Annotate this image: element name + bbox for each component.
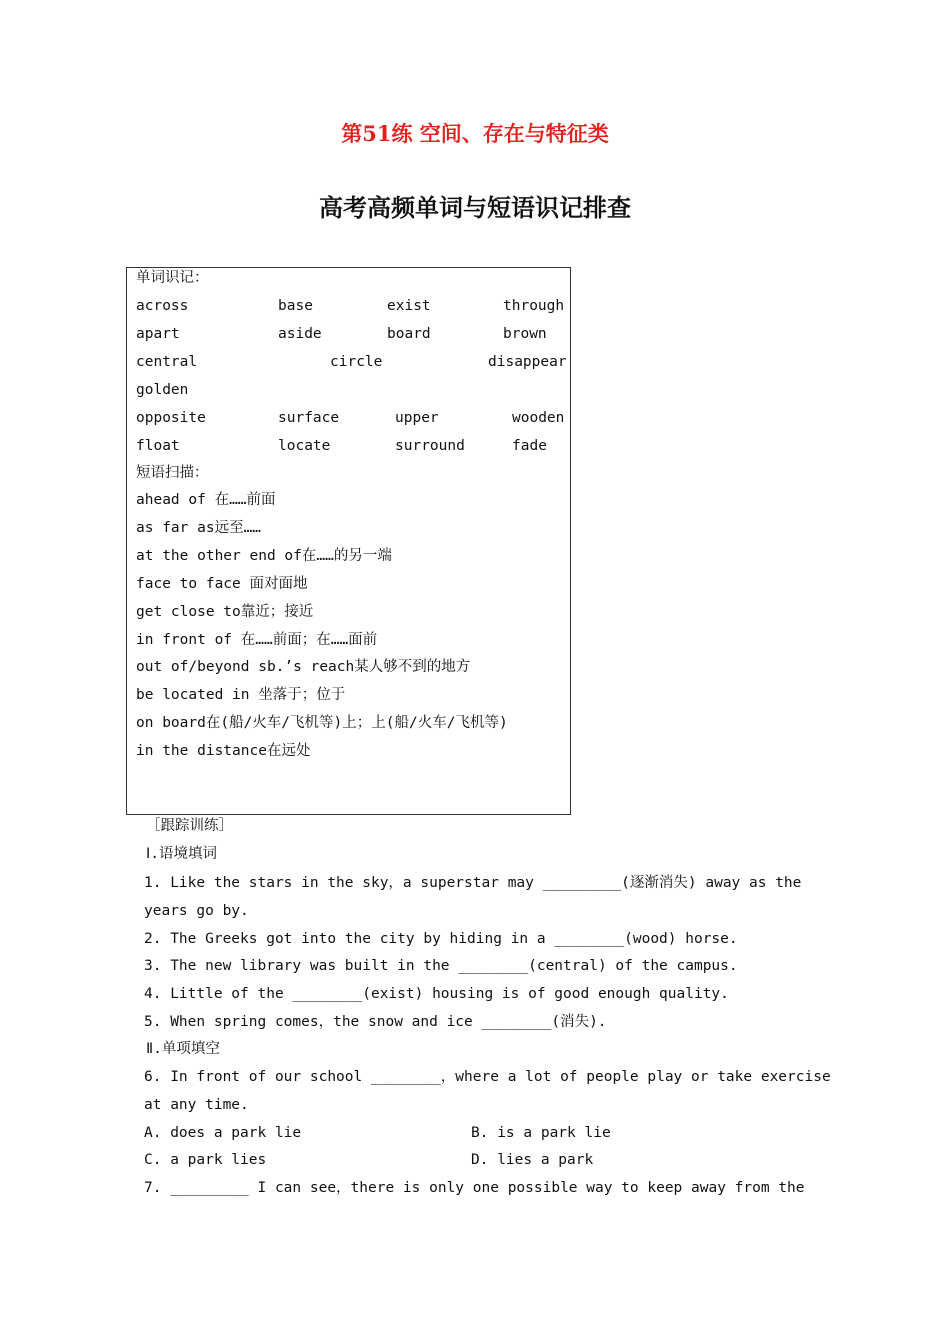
word: locate [278, 438, 331, 454]
word: base [278, 298, 313, 314]
question-line: 6. In front of our school ________，where a lot of people play or take exercise [144, 1069, 831, 1085]
words-heading: 单词识记： [136, 270, 209, 286]
phrase: on board在(船/火车/飞机等)上；上(船/火车/飞机等) [136, 715, 508, 731]
phrase: be located in 坐落于；位于 [136, 687, 346, 703]
phrase: face to face 面对面地 [136, 576, 308, 592]
word: surround [395, 438, 465, 454]
phrase: out of/beyond sb.’s reach某人够不到的地方 [136, 659, 471, 675]
phrase: get close to靠近；接近 [136, 604, 314, 620]
option-b: B. is a park lie [471, 1125, 611, 1141]
word: apart [136, 326, 180, 342]
phrases-heading: 短语扫描： [136, 465, 209, 481]
word: through [503, 298, 565, 314]
word: central [136, 354, 198, 370]
phrase: as far as远至…… [136, 520, 262, 536]
word: board [387, 326, 431, 342]
option-a: A. does a park lie [144, 1125, 302, 1141]
exercise-line: 4. Little of the ________(exist) housing is of good enough quality. [144, 986, 729, 1002]
exercise-line: 5. When spring comes，the snow and ice ________(消失). [144, 1014, 607, 1030]
phrase: in front of 在……前面；在……面前 [136, 632, 378, 648]
exercise-line: years go by. [144, 903, 249, 919]
exercise-line: 2. The Greeks got into the city by hiding in a ________(wood) horse. [144, 931, 738, 947]
word: fade [512, 438, 547, 454]
word: brown [503, 326, 547, 342]
word: upper [395, 410, 439, 426]
word: exist [387, 298, 431, 314]
word: disappear [488, 354, 567, 370]
tracking-label: ［跟踪训练］ [146, 818, 233, 834]
phrase: in the distance在远处 [136, 743, 311, 759]
word: circle [330, 354, 383, 370]
page-subtitle: 高考高频单词与短语识记排查 [319, 193, 631, 222]
phrase: ahead of 在……前面 [136, 492, 276, 508]
section-heading: Ⅰ.语境填词 [146, 846, 218, 862]
word: wooden [512, 410, 565, 426]
word: surface [278, 410, 340, 426]
word: float [136, 438, 180, 454]
exercise-line: 1. Like the stars in the sky，a superstar may _________(逐渐消失) away as the [144, 875, 802, 891]
exercise-line: 3. The new library was built in the ________(central) of the campus. [144, 958, 738, 974]
word: opposite [136, 410, 206, 426]
phrase: at the other end of在……的另一端 [136, 548, 392, 564]
page-title: 第51练 空间、存在与特征类 [341, 121, 609, 146]
section-heading: Ⅱ.单项填空 [146, 1041, 220, 1057]
option-c: C. a park lies [144, 1152, 267, 1168]
question-line: 7. _________ I can see，there is only one possible way to keep away from the [144, 1180, 805, 1196]
word: across [136, 298, 189, 314]
word: aside [278, 326, 322, 342]
option-d: D. lies a park [471, 1152, 594, 1168]
word: golden [136, 382, 189, 398]
question-line: at any time. [144, 1097, 249, 1113]
